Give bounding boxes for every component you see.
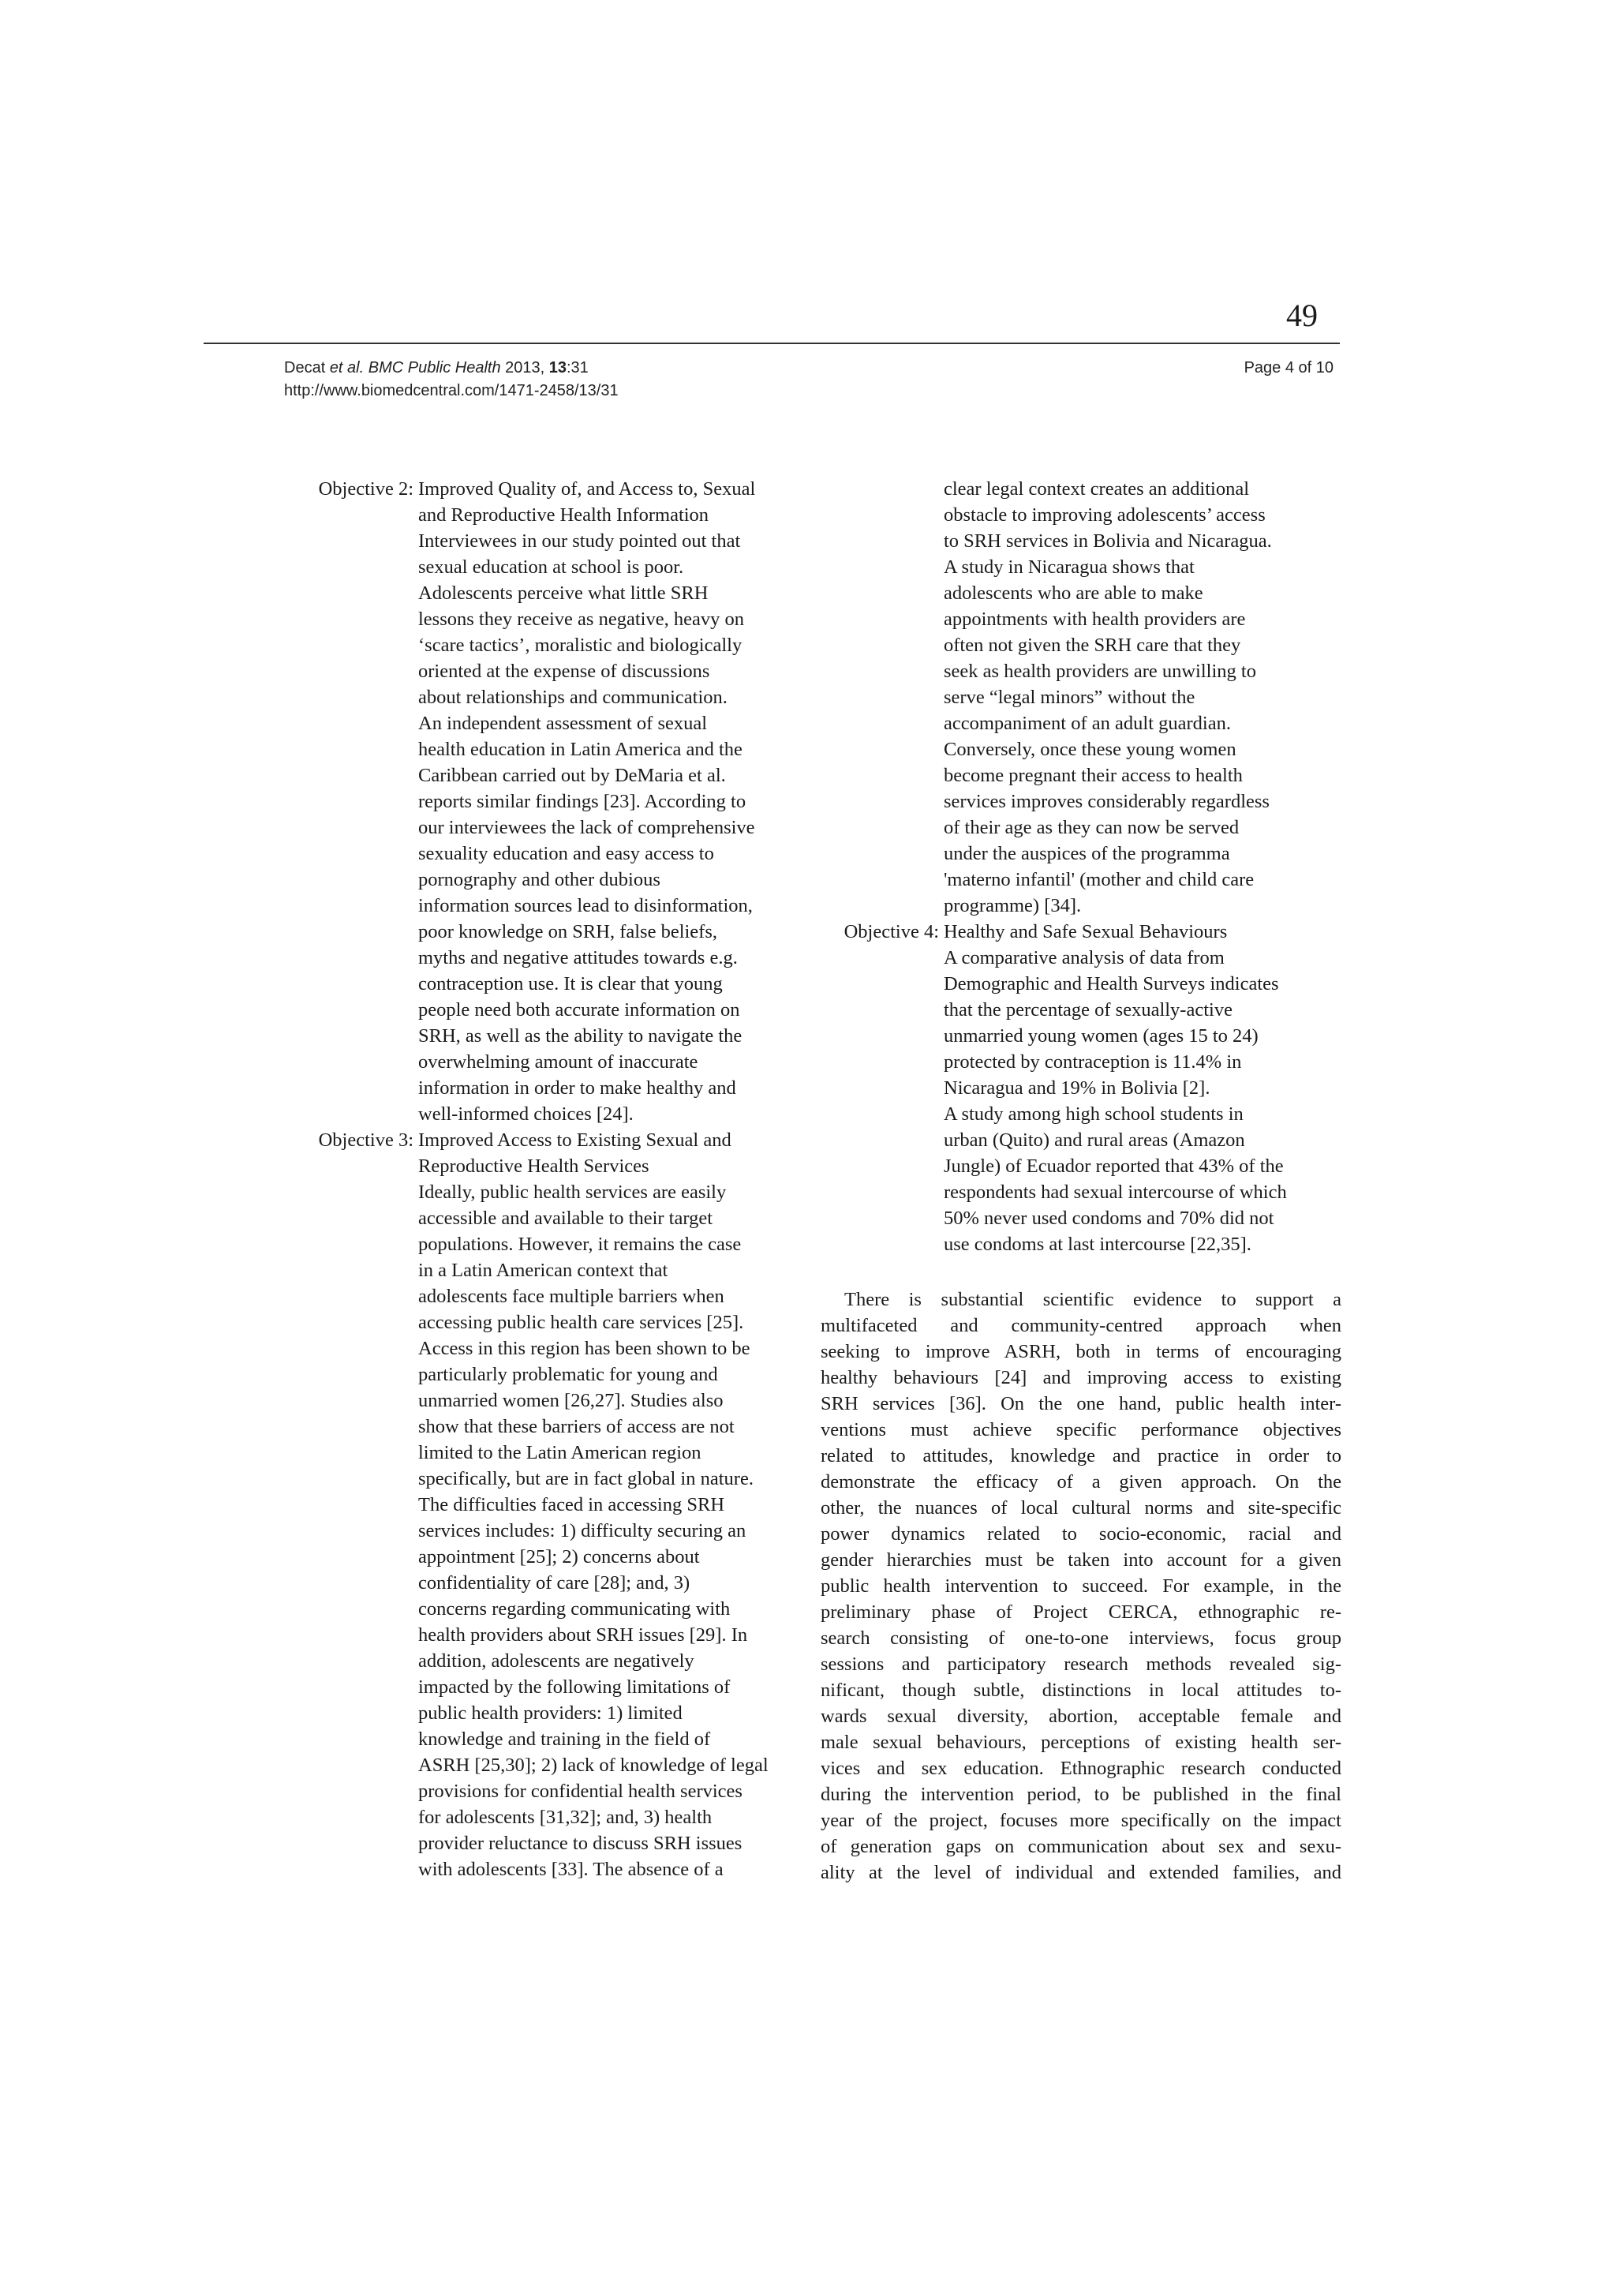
paragraph-line: preliminary phase of Project CERCA, ethnographic re- — [821, 1601, 1341, 1623]
text-line: pornography and other dubious — [418, 869, 660, 890]
text-line: 'materno infantil' (mother and child care — [944, 869, 1255, 890]
text-line: appointments with health providers are — [944, 609, 1246, 630]
text-line: Improved Access to Existing Sexual and — [418, 1129, 731, 1151]
text-line: information in order to make healthy and — [418, 1077, 736, 1099]
text-line: concerns regarding communicating with — [418, 1598, 731, 1620]
text-line: limited to the Latin American region — [418, 1442, 701, 1463]
text-line: protected by contraception is 11.4% in — [944, 1051, 1242, 1073]
text-line: confidentiality of care [28]; and, 3) — [418, 1572, 690, 1594]
text-line: in a Latin American context that — [418, 1260, 668, 1281]
objective-3 — [303, 1127, 800, 1882]
paragraph-line: of generation gaps on communication about sex and sexu- — [821, 1836, 1341, 1857]
citation: Decat et al. BMC Public Health 2013, 13:31 — [284, 359, 589, 376]
text-line: Ideally, public health services are easily — [418, 1182, 727, 1203]
text-line: adolescents who are able to make — [944, 582, 1203, 604]
text-line: poor knowledge on SRH, false beliefs, — [418, 921, 717, 942]
paragraph-line: There is substantial scientific evidence to support a — [844, 1289, 1341, 1310]
text-line: health education in Latin America and the — [418, 739, 743, 760]
text-line: clear legal context creates an additional — [944, 478, 1250, 500]
text-line: of their age as they can now be served — [944, 817, 1240, 838]
text-line: respondents had sexual intercourse of which — [944, 1182, 1287, 1203]
text-line: accessible and available to their target — [418, 1208, 713, 1229]
continuation-gutter — [821, 476, 944, 919]
text-line: lessons they receive as negative, heavy on — [418, 609, 744, 630]
text-line: that the percentage of sexually-active — [944, 999, 1233, 1021]
text-line: under the auspices of the programma — [944, 843, 1230, 864]
text-line: become pregnant their access to health — [944, 765, 1243, 786]
paragraph-line: power dynamics related to socio-economic, racial and — [821, 1523, 1341, 1545]
paragraph-line: demonstrate the efficacy of a given approach. On the — [821, 1471, 1341, 1493]
text-line: information sources lead to disinformation, — [418, 895, 753, 916]
text-line: appointment [25]; 2) concerns about — [418, 1546, 700, 1567]
text-line: provisions for confidential health services — [418, 1781, 743, 1802]
text-line: services includes: 1) difficulty securing an — [418, 1520, 746, 1541]
article-url[interactable]: http://www.biomedcentral.com/1471-2458/13/31 — [284, 382, 619, 399]
objective-3-continued-body — [944, 476, 1341, 919]
text-line: urban (Quito) and rural areas (Amazon — [944, 1129, 1245, 1151]
left-column — [303, 476, 800, 1882]
paragraph-line: multifaceted and community-centred approach when — [821, 1315, 1341, 1336]
citation-etal: et al. — [329, 359, 365, 376]
objective-4-body — [944, 919, 1341, 1257]
right-column — [821, 476, 1341, 1257]
text-line: Interviewees in our study pointed out that — [418, 530, 741, 552]
text-line: Healthy and Safe Sexual Behaviours — [944, 921, 1228, 942]
objective-2-body — [418, 476, 800, 1127]
text-line: ‘scare tactics’, moralistic and biologically — [418, 635, 743, 656]
text-line: particularly problematic for young and — [418, 1364, 718, 1385]
paragraph-line: during the intervention period, to be published in the final — [821, 1784, 1341, 1805]
paragraph-line: other, the nuances of local cultural norms and site-specific — [821, 1497, 1341, 1519]
citation-volume: 13 — [548, 359, 567, 376]
text-line: with adolescents [33]. The absence of a — [418, 1859, 724, 1880]
text-line: 50% never used condoms and 70% did not — [944, 1208, 1274, 1229]
text-line: Access in this region has been shown to be — [418, 1338, 750, 1359]
objective-4 — [821, 919, 1341, 1257]
text-line: about relationships and communication. — [418, 687, 728, 708]
text-line: reports similar findings [23]. According to — [418, 791, 746, 812]
text-line: The difficulties faced in accessing SRH — [418, 1494, 725, 1515]
text-line: accessing public health care services [25]. — [418, 1312, 744, 1333]
text-line: sexual education at school is poor. — [418, 556, 684, 578]
objective-3-continued — [821, 476, 1341, 919]
objective-2-label: Objective 2: — [318, 478, 413, 500]
page-of-label: Page 4 of 10 — [1244, 359, 1334, 376]
text-line: seek as health providers are unwilling to — [944, 661, 1256, 682]
text-line: and Reproductive Health Information — [418, 504, 709, 526]
text-line: health providers about SRH issues [29]. In — [418, 1624, 748, 1646]
text-line: unmarried young women (ages 15 to 24) — [944, 1025, 1259, 1047]
text-line: Conversely, once these young women — [944, 739, 1236, 760]
text-line: unmarried women [26,27]. Studies also — [418, 1390, 724, 1411]
text-line: serve “legal minors” without the — [944, 687, 1195, 708]
paragraph-line: vices and sex education. Ethnographic research conducted — [821, 1758, 1341, 1779]
text-line: provider reluctance to discuss SRH issues — [418, 1833, 743, 1854]
paragraph-line: seeking to improve ASRH, both in terms of encouraging — [821, 1341, 1341, 1362]
text-line: Caribbean carried out by DeMaria et al. — [418, 765, 726, 786]
text-line: programme) [34]. — [944, 895, 1082, 916]
paragraph-line: male sexual behaviours, perceptions of existing health ser- — [821, 1732, 1341, 1753]
running-header — [284, 357, 619, 403]
paragraph-line: related to attitudes, knowledge and practice in order to — [821, 1445, 1341, 1466]
text-line: addition, adolescents are negatively — [418, 1650, 694, 1672]
text-line: public health providers: 1) limited — [418, 1702, 683, 1724]
paragraph-line: ality at the level of individual and extended families, and — [821, 1862, 1341, 1883]
objective-3-body — [418, 1127, 800, 1882]
body-paragraph — [821, 1287, 1341, 1886]
objective-2 — [303, 476, 800, 1127]
paragraph-line: search consisting of one-to-one interviews, focus group — [821, 1627, 1341, 1649]
text-line: sexuality education and easy access to — [418, 843, 714, 864]
text-line: well-informed choices [24]. — [418, 1103, 634, 1125]
text-line: people need both accurate information on — [418, 999, 740, 1021]
text-line: populations. However, it remains the case — [418, 1234, 742, 1255]
paragraph-line: nificant, though subtle, distinctions in local attitudes to- — [821, 1680, 1341, 1701]
text-line: overwhelming amount of inaccurate — [418, 1051, 698, 1073]
text-line: Jungle) of Ecuador reported that 43% of the — [944, 1155, 1284, 1177]
text-line: Nicaragua and 19% in Bolivia [2]. — [944, 1077, 1210, 1099]
text-line: oriented at the expense of discussions — [418, 661, 710, 682]
text-line: SRH, as well as the ability to navigate the — [418, 1025, 743, 1047]
text-line: A comparative analysis of data from — [944, 947, 1225, 968]
text-line: A study among high school students in — [944, 1103, 1244, 1125]
text-line: Reproductive Health Services — [418, 1155, 649, 1177]
text-line: often not given the SRH care that they — [944, 635, 1241, 656]
text-line: to SRH services in Bolivia and Nicaragua. — [944, 530, 1272, 552]
text-line: specifically, but are in fact global in nature. — [418, 1468, 754, 1489]
paragraph-line: gender hierarchies must be taken into account for a given — [821, 1549, 1341, 1571]
paragraph-line: sessions and participatory research methods revealed sig- — [821, 1654, 1341, 1675]
page-number: 49 — [1286, 298, 1318, 333]
text-line: services improves considerably regardless — [944, 791, 1270, 812]
text-line: for adolescents [31,32]; and, 3) health — [418, 1807, 713, 1828]
citation-journal: BMC Public Health — [364, 359, 501, 376]
header-rule — [204, 343, 1340, 344]
text-line: contraception use. It is clear that young — [418, 973, 723, 994]
text-line: Demographic and Health Surveys indicates — [944, 973, 1279, 994]
text-line: our interviewees the lack of comprehensive — [418, 817, 755, 838]
text-line: Improved Quality of, and Access to, Sexual — [418, 478, 756, 500]
paragraph-line: SRH services [36]. On the one hand, public health inter- — [821, 1393, 1341, 1414]
paragraph-line: healthy behaviours [24] and improving access to existing — [821, 1367, 1341, 1388]
text-line: show that these barriers of access are not — [418, 1416, 735, 1437]
objective-3-label: Objective 3: — [318, 1129, 413, 1151]
text-line: An independent assessment of sexual — [418, 713, 708, 734]
text-line: use condoms at last intercourse [22,35]. — [944, 1234, 1251, 1255]
text-line: adolescents face multiple barriers when — [418, 1286, 724, 1307]
text-line: ASRH [25,30]; 2) lack of knowledge of legal — [418, 1755, 769, 1776]
text-line: obstacle to improving adolescents’ access — [944, 504, 1266, 526]
text-line: impacted by the following limitations of — [418, 1676, 731, 1698]
objective-4-label: Objective 4: — [844, 921, 939, 942]
text-line: accompaniment of an adult guardian. — [944, 713, 1231, 734]
paragraph-line: ventions must achieve specific performance objectives — [821, 1419, 1341, 1440]
paragraph-line: year of the project, focuses more specifically on the impact — [821, 1810, 1341, 1831]
text-line: knowledge and training in the field of — [418, 1729, 711, 1750]
paragraph-line: wards sexual diversity, abortion, acceptable female and — [821, 1706, 1341, 1727]
text-line: myths and negative attitudes towards e.g. — [418, 947, 738, 968]
text-line: Adolescents perceive what little SRH — [418, 582, 709, 604]
paragraph-line: public health intervention to succeed. For example, in the — [821, 1575, 1341, 1597]
text-line: A study in Nicaragua shows that — [944, 556, 1195, 578]
